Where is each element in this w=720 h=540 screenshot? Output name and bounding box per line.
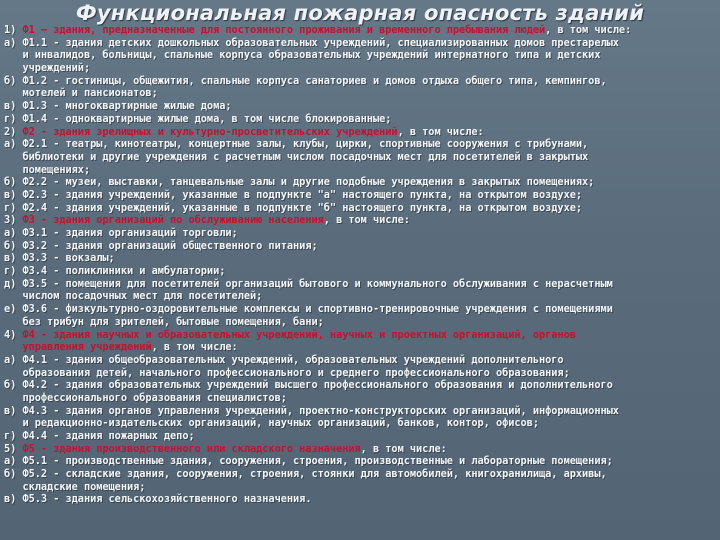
line-text: б) Ф1.2 - гостиницы, общежития, спальные корпуса санаториев и домов отдыха общего типа, кемпингов, bbox=[4, 74, 607, 87]
text-line bbox=[4, 379, 718, 392]
line-text: числом посадочных мест для посетителей; bbox=[4, 290, 263, 303]
text-line bbox=[4, 367, 718, 380]
text-line bbox=[4, 113, 718, 126]
line-text: б) Ф5.2 - складские здания, сооружения, строения, стоянки для автомобилей, книгохранилища, архивы, bbox=[4, 468, 607, 481]
line-text: в) Ф1.3 - многоквартирные жилые дома; bbox=[4, 100, 232, 113]
line-text: , в том числе: bbox=[397, 125, 484, 138]
text-line bbox=[4, 151, 718, 164]
text-line bbox=[4, 278, 718, 291]
line-text: помещениях; bbox=[4, 163, 91, 176]
highlighted-category: Ф1 – здания, предназначенные для постоянного проживания и временного пребывания людей bbox=[22, 24, 546, 36]
line-text: д) Ф3.5 - помещения для посетителей организаций бытового и коммунального обслуживания с нерасчетным bbox=[4, 277, 613, 290]
line-text: , в том числе: bbox=[151, 341, 238, 354]
line-text: 3) bbox=[4, 214, 23, 227]
text-line bbox=[4, 100, 718, 113]
line-text: а) Ф1.1 - здания детских дошкольных образовательных учреждений, специализированных домов престарелых bbox=[4, 36, 619, 49]
text-line bbox=[4, 468, 718, 481]
text-line bbox=[4, 176, 718, 189]
line-text: , в том числе: bbox=[323, 214, 410, 227]
slide-title: Функциональная пожарная опасность зданий bbox=[75, 1, 645, 25]
line-text: г) Ф4.4 - здания пожарных депо; bbox=[4, 430, 195, 442]
text-line bbox=[4, 265, 718, 278]
text-line bbox=[4, 126, 718, 139]
text-line bbox=[4, 138, 718, 151]
line-text: б) Ф2.2 - музеи, выставки, танцевальные залы и другие подобные учреждения в закрытых помещениях; bbox=[4, 176, 595, 189]
text-line bbox=[4, 443, 718, 456]
text-line bbox=[4, 341, 718, 354]
text-line bbox=[4, 87, 718, 100]
text-line bbox=[4, 430, 718, 443]
line-text: 5) bbox=[4, 442, 23, 455]
text-line bbox=[4, 227, 718, 240]
line-text: учреждений; bbox=[4, 62, 91, 75]
line-text: 4) bbox=[4, 328, 23, 341]
text-line bbox=[4, 316, 718, 329]
line-text: 1) bbox=[4, 24, 23, 36]
text-line bbox=[4, 392, 718, 405]
highlighted-category: Ф3 - здания организаций по обслуживанию населения bbox=[22, 214, 324, 227]
text-line bbox=[4, 481, 718, 494]
line-text: а) Ф5.1 - производственные здания, сооружения, строения, производственные и лабораторные помещения; bbox=[4, 455, 613, 468]
highlighted-category: Ф2 - здания зрелищных и культурно-просветительских учреждений bbox=[22, 125, 398, 138]
line-text: без трибун для зрителей, бытовые помещения, бани; bbox=[4, 315, 324, 328]
text-line bbox=[4, 303, 718, 316]
line-text: а) Ф4.1 - здания общеобразовательных учреждений, образовательных учреждений дополнительного bbox=[4, 353, 564, 366]
line-text: а) Ф3.1 - здания организаций торговли; bbox=[4, 227, 238, 239]
text-line bbox=[4, 164, 718, 177]
text-line bbox=[4, 37, 718, 50]
line-text: б) Ф4.2 - здания образовательных учреждений высшего профессионального образования и дополнительного bbox=[4, 379, 613, 392]
slide-content bbox=[4, 24, 718, 506]
text-line bbox=[4, 24, 718, 37]
line-text bbox=[4, 341, 22, 353]
text-line bbox=[4, 329, 718, 342]
line-text: г) Ф2.4 - здания учреждений, указанные в подпункте "б" настоящего пункта, на открытом воздухе; bbox=[4, 201, 583, 214]
line-text: , в том числе: bbox=[360, 442, 447, 455]
line-text: и редакционно-издательских организаций, научных организаций, банков, контор, офисов; bbox=[4, 417, 539, 430]
text-line bbox=[4, 202, 718, 215]
highlighted-category: Ф4 - здания научных и образовательных учреждений, научных и проектных организаций, органов bbox=[22, 328, 576, 341]
line-text: и инвалидов, больницы, спальные корпуса образовательных учреждений интернатного типа и детских bbox=[4, 49, 601, 62]
line-text: 2) bbox=[4, 125, 23, 138]
text-line bbox=[4, 62, 718, 75]
line-text: профессионального образования специалистов; bbox=[4, 391, 287, 404]
text-line bbox=[4, 290, 718, 303]
text-line bbox=[4, 455, 718, 468]
text-line bbox=[4, 405, 718, 418]
text-line bbox=[4, 75, 718, 88]
line-text: складские помещения; bbox=[4, 480, 146, 493]
line-text: е) Ф3.6 - физкультурно-оздоровительные комплексы и спортивно-тренировочные учреждения с помещениями bbox=[4, 303, 613, 316]
line-text: в) Ф5.3 - здания сельскохозяйственного назначения. bbox=[4, 493, 312, 506]
text-line bbox=[4, 189, 718, 202]
line-text: в) Ф4.3 - здания органов управления учреждений, проектно-конструкторских организаций, информационных bbox=[4, 404, 619, 417]
text-line bbox=[4, 354, 718, 367]
text-line bbox=[4, 49, 718, 62]
line-text: , в том числе: bbox=[545, 24, 632, 36]
line-text: а) Ф2.1 - театры, кинотеатры, концертные залы, клубы, цирки, спортивные сооружения с трибунами, bbox=[4, 138, 589, 151]
line-text: образования детей, начального профессионального и среднего профессионального образования; bbox=[4, 366, 570, 379]
highlighted-category: Ф5 - здания производственного или складского назначения bbox=[22, 442, 361, 455]
line-text: мотелей и пансионатов; bbox=[4, 87, 158, 100]
line-text: б) Ф3.2 - здания организаций общественного питания; bbox=[4, 239, 318, 252]
text-line bbox=[4, 417, 718, 430]
text-line bbox=[4, 214, 718, 227]
line-text: библиотеки и другие учреждения с расчетным числом посадочных мест для посетителей в закрытых bbox=[4, 150, 589, 163]
text-line bbox=[4, 240, 718, 253]
highlighted-category: управления учреждений bbox=[22, 341, 152, 354]
line-text: г) Ф3.4 - поликлиники и амбулатории; bbox=[4, 265, 226, 278]
text-line bbox=[4, 493, 718, 506]
line-text: г) Ф1.4 - одноквартирные жилые дома, в том числе блокированные; bbox=[4, 112, 392, 125]
line-text: в) Ф2.3 - здания учреждений, указанные в подпункте "а" настоящего пункта, на открытом воздухе; bbox=[4, 188, 583, 201]
line-text: в) Ф3.3 - вокзалы; bbox=[4, 252, 115, 265]
text-line bbox=[4, 252, 718, 265]
